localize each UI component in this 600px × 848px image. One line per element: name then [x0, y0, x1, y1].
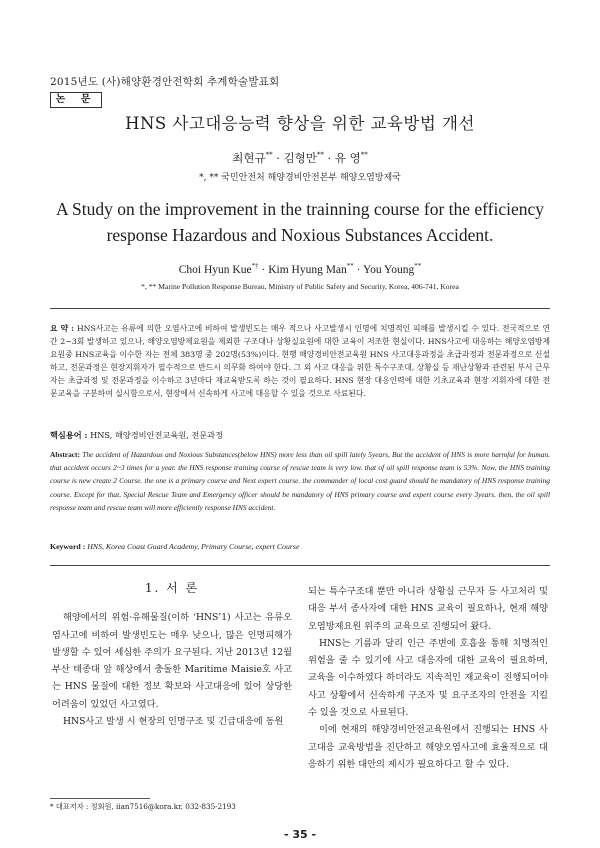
author-mark: **	[316, 151, 324, 160]
conference-header: 2015년도 (사)해양환경안전학회 추계학술발표회	[50, 76, 280, 88]
keywords-english	[50, 542, 550, 551]
abstract-english-label: Abstract:	[50, 450, 80, 459]
abstract-english	[50, 448, 550, 514]
abstract-korean-label: 요 약 :	[50, 324, 75, 333]
author-name: You Young	[362, 263, 415, 276]
keywords-korean-text: HNS, 해양경비안전교육원, 전문과정	[90, 430, 223, 440]
body-paragraph: 해양에서의 위험·유해물질(이하 ‘HNS’1) 사고는 유류오염사고에 비하여 발생빈도는 매우 낮으나, 많은 인명피해가 발생할 수 있어 세심한 주의가 요구된다. 지난 2013년 12월 부산 태종대 앞 해상에서 충돌한 Maritime Maisie호 사고는 HNS 물질에 대한 정보 확보와 사고대응에 있어 상당한 어려움이 있었던 사고였다.	[52, 612, 292, 710]
author-mark: **	[414, 262, 422, 270]
body-column-right	[308, 583, 548, 773]
title-korean: HNS 사고대응능력 향상을 위한 교육방법 개선	[125, 114, 475, 133]
divider	[50, 565, 550, 566]
author-separator: ·	[258, 263, 269, 276]
section-heading: 1. 서 론	[144, 581, 200, 595]
author-name: Choi Hyun Kue	[178, 263, 252, 276]
page-number: - 35 -	[283, 828, 317, 841]
author-name: Kim Hyung Man	[268, 263, 347, 276]
abstract-korean-text: HNS사고는 유류에 의한 오염사고에 비하여 발생빈도는 매우 적으나 사고발생시 인명에 치명적인 피해를 발생시킬 수 있다. 전국적으로 연간 2~3회 발생하고 있으나, 해양오염방제요원을 제외한 구조대나 상황실요원에 대한 교육이 저조한 현실이다. HNS사고에 대응하는 해양오염방제요원중 HNS교육을 이수한 자는 전체 383명 중 202명(53%)이다. 현행 해양경비안전교육원 HNS 사고대응과정을 초급과정과 전문과정으로 신설하고, 전문과정은 현장지휘자가 필수적으로 반드시 의무화 하여야 한다. 그 외 사고 대응을 위한 특수구조대, 상황실 등 재난상황과 관련된 부서 근무자는 초급과정 및 전문과정을 이수하고 3년마다 재교육받도록 하는 것이 필요하다. HNS 현장 대응인력에 대한 기초교육과 현장 지휘자에 대한 전문교육을 구분하여 실시함으로서, 현장에서 신속하게 사고에 대응할 수 있을 것으로 사료된다.	[50, 324, 550, 398]
author-name: 유 영	[334, 151, 361, 165]
keywords-english-label: Keyword :	[50, 542, 86, 551]
body-paragraph: 되는 특수구조대 뿐만 아니라 상황실 근무자 등 사고처리 및 대응 부서 종사자에 대한 HNS 교육이 필요하나, 현재 해양오염방제요원 위주의 교육으로 진행되어 왔다.	[308, 586, 548, 632]
footnote-divider	[50, 798, 150, 799]
divider	[50, 308, 550, 309]
keywords-english-text: HNS, Korea Coast Guard Academy, Primary Course, expert Course	[87, 542, 300, 551]
abstract-korean	[50, 322, 550, 400]
keywords-korean	[50, 430, 550, 441]
abstract-english-text: The accident of Hazardous and Noxious Substances(below HNS) more less than oil spill lately 5years, But the accident of HNS is more harmful for human. that accident occurs 2~3 times for a year. the HNS response training course of rescue team is very low. that of oil spill response team is 53%. Now, the HNS training course is new create 2 Course. the one is a primary course and Next expert course. the commander of local cost guard should be mandatory of HNS response training course. Except for that, Special Rescue Team and Emergency officer should be mandatory of HNS primary course and expert course every 3years. then, the oil spill response team and rescue team will more efficiently response HNS accident.	[50, 450, 550, 512]
author-separator: ·	[323, 151, 335, 165]
keywords-korean-label: 핵심용어 :	[50, 430, 88, 440]
body-column-left	[52, 580, 292, 730]
authors-korean	[0, 150, 600, 166]
author-mark: **	[265, 151, 273, 160]
author-separator: ·	[353, 263, 363, 276]
body-paragraph: HNS는 기름과 달리 인근 주변에 호흡을 통해 치명적인 위험을 줄 수 있기에 사고 대응자에 대한 교육이 필요하며, 교육을 이수하였다 하더라도 지속적인 재교육이 진행되어야 사고 상황에서 신속하게 구조자 및 요구조자의 안전을 지킬 수 있을 것으로 사료된다.	[308, 637, 548, 719]
footnote: * 대표저자 : 정회원, iian7516@kora.kr, 032-835-2193	[50, 802, 236, 811]
author-mark: **	[360, 151, 368, 160]
author-mark: *†	[251, 262, 259, 270]
author-name: 최현규	[232, 151, 266, 165]
author-mark: **	[346, 262, 354, 270]
body-paragraph: 이에 현재의 해양경비안전교육원에서 진행되는 HNS 사고대응 교육방법을 진단하고 해양오염사고에 효율적으로 대응하기 위한 대안의 제시가 필요하다고 할 수 있다.	[308, 724, 548, 770]
body-paragraph: HNS사고 발생 시 현장의 인명구조 및 긴급대응에 동원	[63, 716, 284, 728]
paper-type-tag: 논 문	[50, 92, 102, 108]
author-separator: ·	[272, 151, 284, 165]
affiliation-english: *, ** Marine Pollution Response Bureau, Ministry of Public Safety and Security, Korea, 406-741, Korea	[141, 282, 459, 291]
title-english: A Study on the improvement in the trainning course for the efficiency response Hazardous and Noxious Substances Accident.	[55, 199, 545, 245]
affiliation-korean: *, ** 국민안전처 해양경비안전본부 해양오염방제국	[199, 173, 401, 183]
authors-english	[0, 262, 600, 276]
author-name: 김형만	[283, 151, 317, 165]
